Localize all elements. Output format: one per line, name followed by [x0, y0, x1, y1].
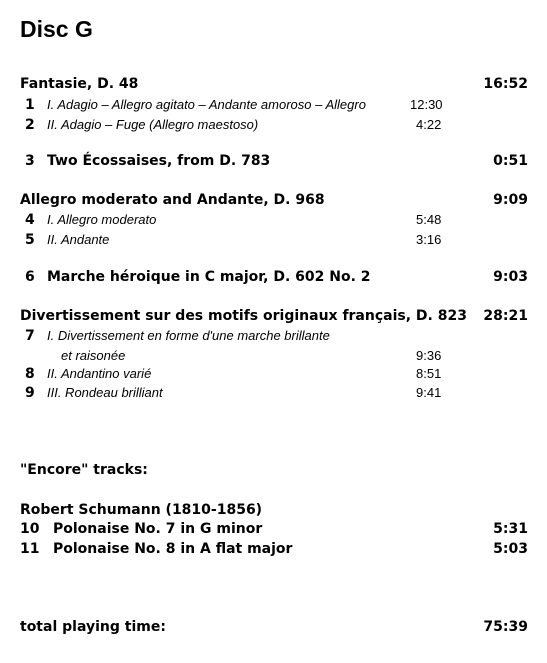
track-title: II. Andantino varié: [47, 366, 152, 381]
track-number: 1: [25, 97, 35, 113]
track-title: II. Andante: [47, 232, 110, 247]
work-title: Fantasie, D. 48: [20, 76, 139, 92]
work-duration: 9:03: [493, 269, 528, 285]
track-time: 8:51: [416, 366, 442, 381]
disc-heading: Disc G: [20, 16, 93, 42]
work-title: Two Écossaises, from D. 783: [47, 153, 271, 169]
track-time: 9:36: [416, 348, 442, 363]
composer-name: Robert Schumann (1810-1856): [20, 502, 263, 518]
work-title: Divertissement sur des motifs originaux français, D. 823: [20, 308, 467, 324]
track-number: 4: [25, 212, 35, 228]
track-title: Polonaise No. 8 in A flat major: [53, 541, 293, 557]
track-number: 9: [25, 385, 35, 401]
work-duration: 0:51: [493, 153, 528, 169]
track-time: 5:03: [493, 541, 528, 557]
track-number: 11: [20, 541, 40, 557]
total-label: total playing time:: [20, 619, 166, 635]
track-title: I. Adagio – Allegro agitato – Andante amoroso – Allegro: [47, 97, 366, 112]
total-time: 75:39: [483, 619, 528, 635]
encore-label: "Encore" tracks:: [20, 462, 148, 478]
track-time: 5:31: [493, 521, 528, 537]
track-title: Polonaise No. 7 in G minor: [53, 521, 263, 537]
track-time: 9:41: [416, 385, 442, 400]
track-title-continued: et raisonée: [61, 348, 126, 363]
work-duration: 9:09: [493, 192, 528, 208]
track-number: 10: [20, 521, 40, 537]
track-number: 2: [25, 117, 35, 133]
work-title: Allegro moderato and Andante, D. 968: [20, 192, 325, 208]
track-title: I. Divertissement en forme d'une marche brillante: [47, 328, 330, 343]
track-number: 6: [25, 269, 35, 285]
track-time: 5:48: [416, 212, 442, 227]
track-number: 8: [25, 366, 35, 382]
work-title: Marche héroique in C major, D. 602 No. 2: [47, 269, 371, 285]
work-duration: 28:21: [483, 308, 528, 324]
track-title: II. Adagio – Fuge (Allegro maestoso): [47, 117, 259, 132]
work-duration: 16:52: [483, 76, 528, 92]
track-title: I. Allegro moderato: [47, 212, 157, 227]
track-number: 5: [25, 232, 35, 248]
track-number: 3: [25, 153, 35, 169]
track-number: 7: [25, 328, 35, 344]
track-time: 12:30: [410, 97, 443, 112]
track-title: III. Rondeau brilliant: [47, 385, 163, 400]
track-time: 4:22: [416, 117, 442, 132]
track-time: 3:16: [416, 232, 442, 247]
